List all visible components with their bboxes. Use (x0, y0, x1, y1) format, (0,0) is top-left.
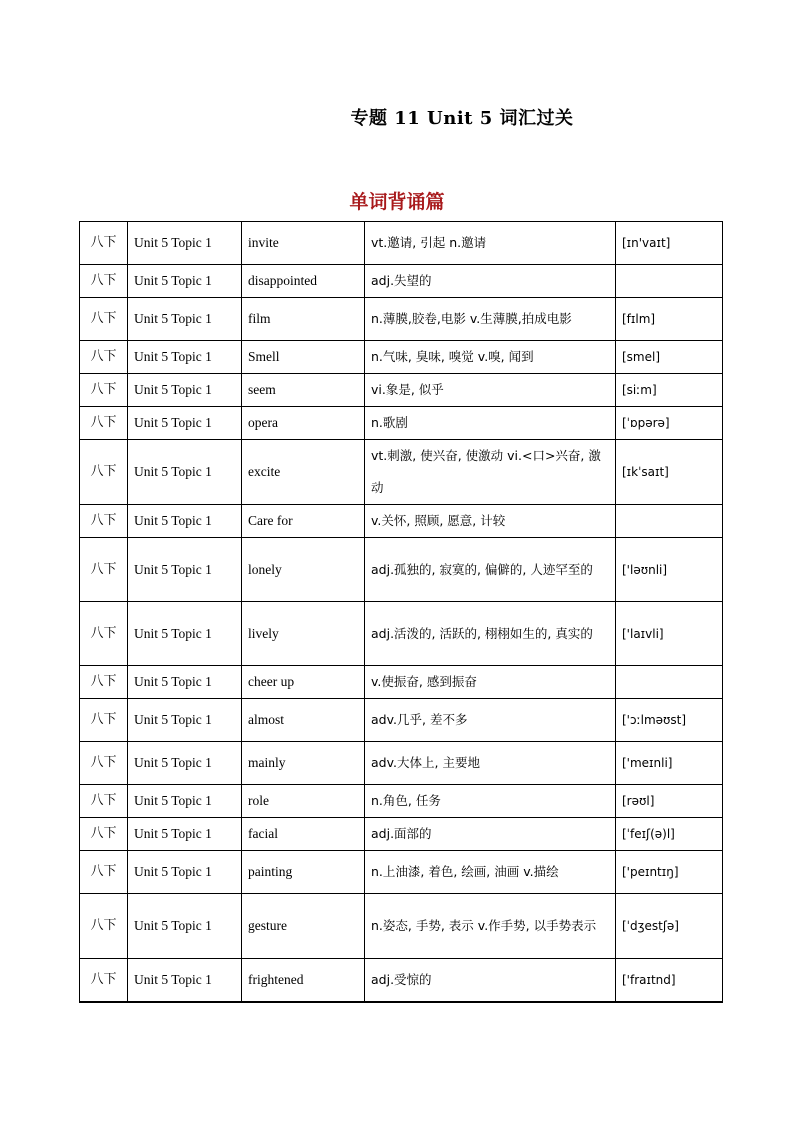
cell-unit: Unit 5 Topic 1 (128, 440, 242, 505)
table-row (80, 222, 723, 265)
cell-unit: Unit 5 Topic 1 (128, 407, 242, 440)
table-row (80, 666, 723, 699)
cell-word: facial (242, 818, 365, 851)
cell-meaning: n.气味, 臭味, 嗅觉 v.嗅, 闻到 (365, 341, 616, 374)
cell-phonetic (616, 666, 723, 699)
cell-phonetic: ['meɪnli] (616, 742, 723, 785)
cell-grade: 八下 (80, 222, 128, 265)
cell-grade: 八下 (80, 959, 128, 1002)
cell-word: painting (242, 851, 365, 894)
cell-unit: Unit 5 Topic 1 (128, 851, 242, 894)
cell-meaning: n.角色, 任务 (365, 785, 616, 818)
cell-meaning: vi.象是, 似乎 (365, 374, 616, 407)
cell-phonetic: [ˈdʒestʃə] (616, 894, 723, 959)
cell-unit: Unit 5 Topic 1 (128, 602, 242, 666)
vocabulary-table-body (80, 222, 723, 1002)
cell-grade: 八下 (80, 894, 128, 959)
cell-phonetic: [ɪkˈsaɪt] (616, 440, 723, 505)
cell-unit: Unit 5 Topic 1 (128, 505, 242, 538)
cell-word: seem (242, 374, 365, 407)
table-row (80, 265, 723, 298)
vocabulary-table (79, 221, 723, 1003)
cell-meaning: n.薄膜,胶卷,电影 v.生薄膜,拍成电影 (365, 298, 616, 341)
cell-unit: Unit 5 Topic 1 (128, 298, 242, 341)
table-row (80, 818, 723, 851)
cell-grade: 八下 (80, 818, 128, 851)
cell-unit: Unit 5 Topic 1 (128, 894, 242, 959)
cell-meaning: n.歌剧 (365, 407, 616, 440)
cell-meaning: adv.几乎, 差不多 (365, 699, 616, 742)
table-row (80, 851, 723, 894)
table-row (80, 374, 723, 407)
cell-grade: 八下 (80, 851, 128, 894)
table-row (80, 440, 723, 505)
table-row (80, 538, 723, 602)
cell-unit: Unit 5 Topic 1 (128, 265, 242, 298)
cell-phonetic: ['laɪvli] (616, 602, 723, 666)
cell-phonetic: ['ləʊnli] (616, 538, 723, 602)
cell-meaning: adj.面部的 (365, 818, 616, 851)
cell-phonetic: [ɪn'vaɪt] (616, 222, 723, 265)
cell-meaning: adj.失望的 (365, 265, 616, 298)
cell-unit: Unit 5 Topic 1 (128, 666, 242, 699)
cell-meaning: adv.大体上, 主要地 (365, 742, 616, 785)
cell-phonetic: [siːm] (616, 374, 723, 407)
cell-word: cheer up (242, 666, 365, 699)
cell-unit: Unit 5 Topic 1 (128, 699, 242, 742)
cell-word: gesture (242, 894, 365, 959)
cell-word: lonely (242, 538, 365, 602)
cell-unit: Unit 5 Topic 1 (128, 341, 242, 374)
cell-word: mainly (242, 742, 365, 785)
cell-meaning: adj.活泼的, 活跃的, 栩栩如生的, 真实的 (365, 602, 616, 666)
table-row (80, 341, 723, 374)
cell-word: invite (242, 222, 365, 265)
cell-phonetic: ['ɔːlməʊst] (616, 699, 723, 742)
cell-meaning: adj.受惊的 (365, 959, 616, 1002)
cell-meaning: vt.刺激, 使兴奋, 使激动 vi.<口>兴奋, 激动 (365, 440, 616, 505)
cell-grade: 八下 (80, 505, 128, 538)
cell-word: opera (242, 407, 365, 440)
cell-grade: 八下 (80, 785, 128, 818)
table-row (80, 298, 723, 341)
cell-grade: 八下 (80, 265, 128, 298)
cell-phonetic: [smel] (616, 341, 723, 374)
cell-word: Smell (242, 341, 365, 374)
cell-word: lively (242, 602, 365, 666)
table-row (80, 785, 723, 818)
cell-grade: 八下 (80, 298, 128, 341)
cell-phonetic (616, 265, 723, 298)
cell-phonetic (616, 505, 723, 538)
cell-phonetic: [fɪlm] (616, 298, 723, 341)
document-title: 专题 11 Unit 5 词汇过关 (350, 108, 574, 129)
cell-grade: 八下 (80, 538, 128, 602)
cell-meaning: v.使振奋, 感到振奋 (365, 666, 616, 699)
cell-unit: Unit 5 Topic 1 (128, 818, 242, 851)
cell-grade: 八下 (80, 374, 128, 407)
cell-unit: Unit 5 Topic 1 (128, 222, 242, 265)
cell-phonetic: [rəʊl] (616, 785, 723, 818)
cell-unit: Unit 5 Topic 1 (128, 785, 242, 818)
table-row (80, 602, 723, 666)
cell-meaning: vt.邀请, 引起 n.邀请 (365, 222, 616, 265)
cell-meaning: n.姿态, 手势, 表示 v.作手势, 以手势表示 (365, 894, 616, 959)
cell-meaning: adj.孤独的, 寂寞的, 偏僻的, 人迹罕至的 (365, 538, 616, 602)
cell-unit: Unit 5 Topic 1 (128, 538, 242, 602)
section-title: 单词背诵篇 (349, 191, 445, 213)
cell-word: frightened (242, 959, 365, 1002)
table-row (80, 894, 723, 959)
cell-unit: Unit 5 Topic 1 (128, 742, 242, 785)
cell-phonetic: ['fraɪtnd] (616, 959, 723, 1002)
table-row (80, 959, 723, 1002)
table-row (80, 742, 723, 785)
cell-grade: 八下 (80, 699, 128, 742)
cell-phonetic: ['peɪntɪŋ] (616, 851, 723, 894)
cell-meaning: v.关怀, 照顾, 愿意, 计较 (365, 505, 616, 538)
table-row (80, 505, 723, 538)
table-row (80, 407, 723, 440)
cell-unit: Unit 5 Topic 1 (128, 959, 242, 1002)
table-row (80, 699, 723, 742)
cell-grade: 八下 (80, 440, 128, 505)
cell-grade: 八下 (80, 407, 128, 440)
cell-grade: 八下 (80, 666, 128, 699)
cell-grade: 八下 (80, 341, 128, 374)
cell-word: disappointed (242, 265, 365, 298)
cell-phonetic: [ˈɒpərə] (616, 407, 723, 440)
cell-word: excite (242, 440, 365, 505)
cell-unit: Unit 5 Topic 1 (128, 374, 242, 407)
cell-word: film (242, 298, 365, 341)
cell-meaning: n.上油漆, 着色, 绘画, 油画 v.描绘 (365, 851, 616, 894)
cell-phonetic: [ˈfeɪʃ(ə)l] (616, 818, 723, 851)
cell-grade: 八下 (80, 742, 128, 785)
cell-word: role (242, 785, 365, 818)
cell-grade: 八下 (80, 602, 128, 666)
cell-word: Care for (242, 505, 365, 538)
cell-word: almost (242, 699, 365, 742)
